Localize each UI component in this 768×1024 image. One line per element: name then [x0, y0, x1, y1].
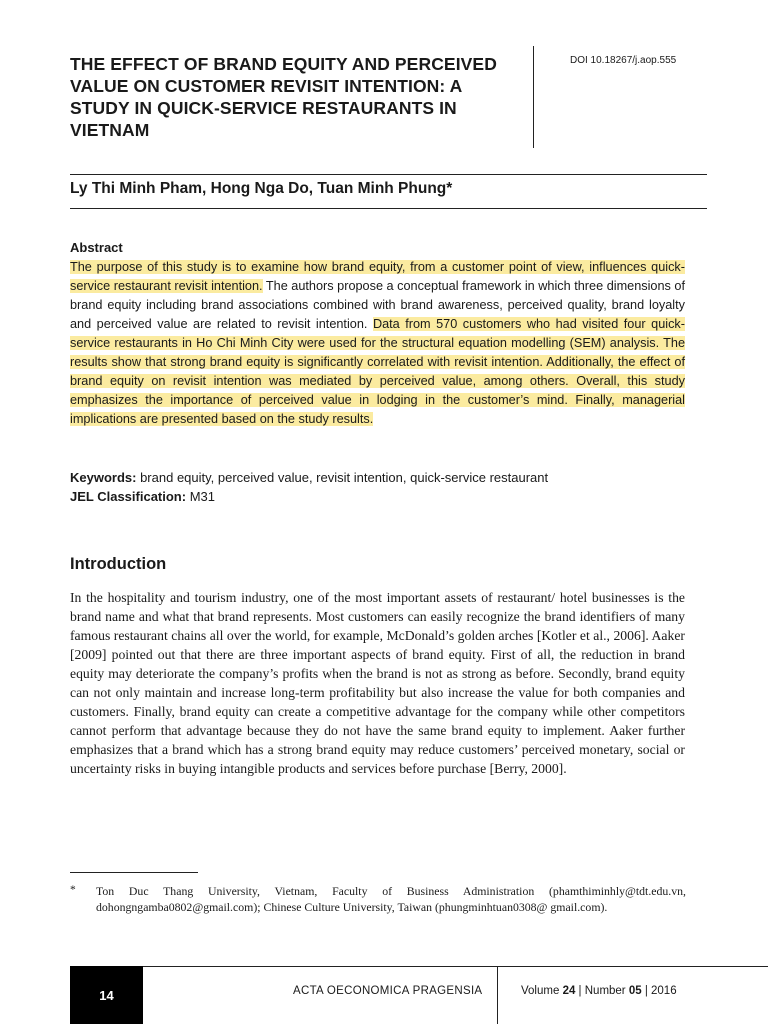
abstract-text: The authors propose a conceptual framework in which three dimensions of brand equity including brand associations combined with brand awareness, perceived quality, brand loyalty and perceived value are related to revisit intention.: [70, 279, 685, 331]
volume-info: [521, 985, 677, 997]
volume-label: Volume: [521, 985, 563, 997]
authors: Ly Thi Minh Pham, Hong Nga Do, Tuan Minh Phung*: [70, 180, 453, 197]
header-divider: [533, 46, 534, 148]
abstract-body: [70, 258, 685, 429]
introduction-heading: Introduction: [70, 555, 167, 573]
abstract-highlight-2: Data from 570 customers who had visited four quick-service restaurants in Ho Chi Minh City were used for the structural equation modelling (SEM) analysis. The results show that strong brand equity is significantly correlated with revisit intention. Additionally, the effect of brand equity on revisit intention was mediated by perceived value, among others. Overall, this study emphasizes the importance of perceived value in lodging in the customer’s mind. Finally, managerial implications are presented based on the study results.: [70, 317, 685, 426]
journal-name: ACTA OECONOMICA PRAGENSIA: [293, 985, 483, 997]
keywords-line: [70, 468, 548, 487]
footer-divider: [497, 966, 498, 1024]
jel-value: M31: [186, 489, 215, 504]
jel-label: JEL Classification:: [70, 489, 187, 504]
doi: DOI 10.18267/j.aop.555: [570, 55, 677, 66]
keywords-label: Keywords:: [70, 470, 137, 485]
abstract-heading: Abstract: [70, 240, 123, 255]
authors-top-rule: [70, 174, 707, 175]
authors-bottom-rule: [70, 208, 707, 209]
footnote-text: Ton Duc Thang University, Vietnam, Faculty of Business Administration (phamthiminhly@tdt.edu.vn, dohongngamba0802@gmail.com); Chinese Culture University, Taiwan (phungminhtuan0308@ gmail.com).: [96, 884, 686, 914]
footnote-rule: [70, 872, 198, 873]
footer-rule: [70, 966, 768, 967]
volume-number: 24: [562, 985, 576, 997]
number-label: | Number: [575, 985, 629, 997]
keywords-block: [70, 468, 548, 506]
issue-number: 05: [628, 985, 642, 997]
introduction-body: In the hospitality and tourism industry, one of the most important assets of restaurant/ hotel businesses is the brand name and what that brand represents. Most customers can easily recognize the brand identifiers of many famous restaurant chains all over the world, for example, McDonald’s golden arches [Kotler et al., 2006]. Aaker [2009] pointed out that there are three important aspects of brand equity. First of all, the reduction in brand equity may deteriorate the company’s profits when the brand is not as strong as before. Secondly, brand equity can not only maintain and increase long-term profitability but also increase the value for both companies and customers. Finally, brand equity can create a competitive advantage for the company while other competitors cannot perform that advantage because they do not have the same brand equity to implement. Aaker further emphasizes that a brand which has a strong brand equity may reduce customers’ perceived monetary, social or uncertainty risks in buying intangible products and services before purchase [Berry, 2000].: [70, 590, 685, 776]
page-number: 14: [70, 966, 143, 1024]
year: | 2016: [641, 985, 677, 997]
footnote-mark: *: [70, 884, 76, 896]
paper-title: THE EFFECT OF BRAND EQUITY AND PERCEIVED VALUE ON CUSTOMER REVISIT INTENTION: A STUDY IN QUICK-SERVICE RESTAURANTS IN VIETNAM: [70, 54, 497, 140]
abstract-highlight-1: The purpose of this study is to examine how brand equity, from a customer point of view, influences quick-service restaurant revisit intention.: [70, 260, 685, 293]
keywords-value: brand equity, perceived value, revisit intention, quick-service restaurant: [136, 470, 549, 485]
jel-line: [70, 487, 548, 506]
